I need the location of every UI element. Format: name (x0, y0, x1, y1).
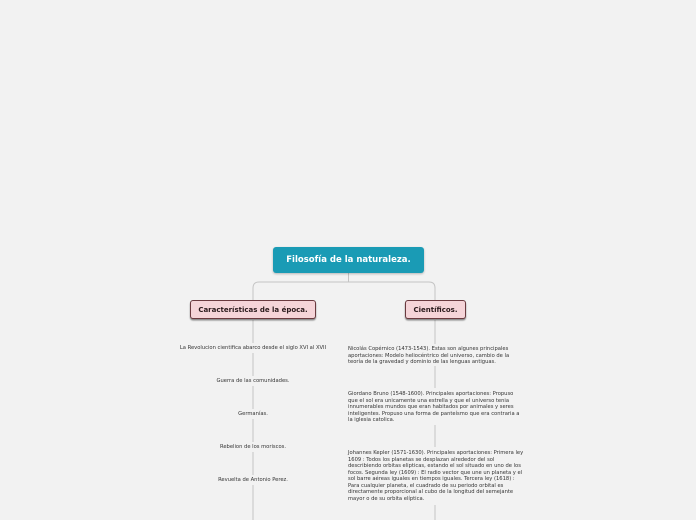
subtopic-revolucion-cientifica[interactable]: La Revolucion cientifica abarco desde el siglo XVI al XVII (179, 345, 327, 351)
branch-cientificos[interactable] (405, 300, 466, 319)
subtopic-giordano-bruno[interactable]: Giordano Bruno (1548-1600). Principales aportaciones: Propuso que el sol era unicamente una estrella y que el universo tenia innumerables mundos que eran habitados por animales y seres inteligentes. Propuso una forma de panteísmo que era contraria a la iglesia catolica. (348, 391, 520, 423)
connector-root-right (349, 282, 436, 300)
connector-root-left (253, 282, 349, 300)
root-topic-label: Filosofía de la naturaleza. (286, 255, 411, 265)
branch-cientificos-label: Científicos. (413, 305, 458, 314)
subtopic-guerra-comunidades[interactable]: Guerra de las comunidades. (216, 378, 290, 384)
subtopic-rebelion-moriscos[interactable]: Rebelion de los moriscos. (219, 444, 287, 450)
subtopic-johannes-kepler[interactable]: Johannes Kepler (1571-1630). Principales aportaciones: Primera ley 1609 : Todos los planetas se desplazan alrededor del sol describiendo orbitas elipticas, estando el sol situado en uno de los focos. Segunda ley (1609) : El radio vector que une un planeta y el sol barre aéreas iguales en tiempos iguales. Tercera ley (1618) : Para cualquier planeta, el cuadrado de su periodo orbital es directamente proporcional al cubo de la longitud del semejante mayor o de su orbita elíptica. (348, 450, 524, 502)
subtopic-germanias[interactable]: Germanías. (238, 411, 268, 417)
root-topic[interactable] (273, 247, 424, 273)
subtopic-copernico[interactable]: Nicolás Copérnico (1473-1543). Estas son algunes principales aportaciones: Modelo heliocéntrico del universo, cambio de la teoría de la gravedad y dominio de las lenguas antiguas. (348, 346, 510, 365)
branch-caracteristicas[interactable] (190, 300, 316, 319)
branch-caracteristicas-label: Características de la época. (198, 305, 308, 314)
subtopic-revuelta-antonio-perez[interactable]: Revuelta de Antonio Perez. (218, 477, 288, 483)
